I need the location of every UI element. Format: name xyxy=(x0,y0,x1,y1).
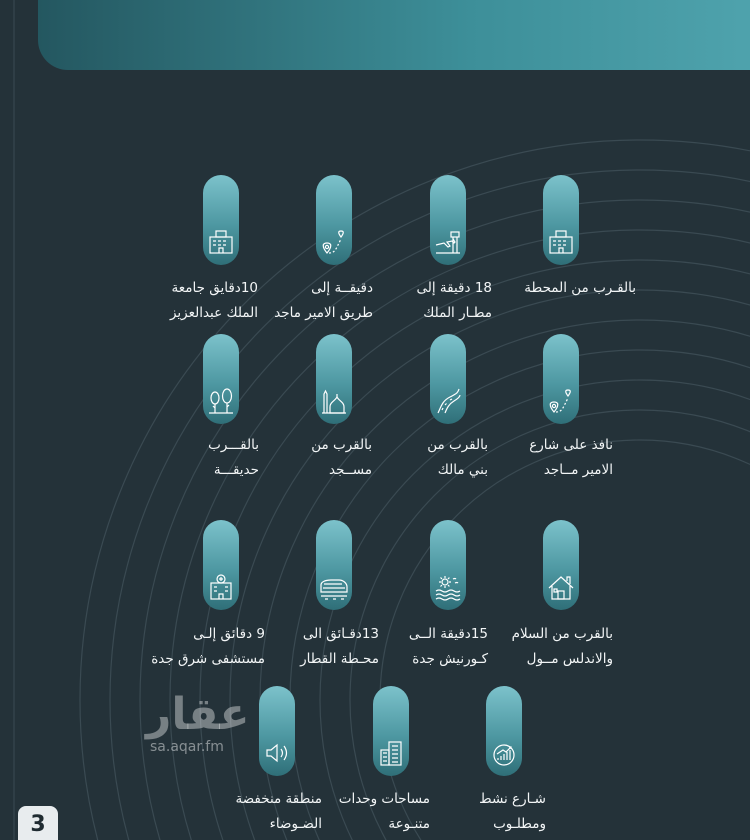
feature-street-text: نافذ على شارع الامير مــاجد xyxy=(529,437,613,478)
sea-icon xyxy=(430,520,466,610)
station-icon xyxy=(543,175,579,265)
street-route-icon xyxy=(543,334,579,424)
feature-bani-malik-text: بالقرب من بني مالك xyxy=(427,437,488,478)
feature-park-text: بالقـــرب حديقـــة xyxy=(208,437,259,478)
feature-station-text: بالقـرب من المحطة xyxy=(524,280,636,296)
page-number: 3 xyxy=(18,806,58,840)
route-icon xyxy=(316,175,352,265)
mosque-icon xyxy=(316,334,352,424)
hospital-icon xyxy=(203,520,239,610)
feature-road-text: دقيقــة إلى طريق الامير ماجد xyxy=(274,280,373,321)
top-banner xyxy=(38,0,750,70)
house-icon xyxy=(543,520,579,610)
university-icon xyxy=(203,175,239,265)
feature-units-text: مساحات وحدات متنـوعة xyxy=(338,791,430,832)
feature-hospital-text: 9 دقائق إلـى مستشفى شرق جدة xyxy=(151,626,265,667)
speaker-icon xyxy=(259,686,295,776)
feature-mall-text: بالقرب من السلام والاندلس مــول xyxy=(511,626,613,667)
feature-airport-text: 18 دقيقة إلى مطـار الملك xyxy=(416,280,492,321)
feature-active-street-text: شـارع نشط ومطلـوب xyxy=(479,791,546,832)
feature-university-text: 10دقايق جامعة الملك عبدالعزيز xyxy=(169,280,258,321)
growth-icon xyxy=(486,686,522,776)
tree-icon xyxy=(203,334,239,424)
watermark-domain: sa.aqar.fm xyxy=(150,739,224,755)
feature-quiet-text: منطقة منخفضة الضـوضاء xyxy=(235,791,322,832)
feature-train-text: 13دقـائق الى محـطة القطار xyxy=(300,626,379,667)
airport-icon xyxy=(430,175,466,265)
feature-corniche-text: 15دقيقة الــى كـورنيش جدة xyxy=(408,626,488,667)
feature-mosque-text: بالقرب من مســجد xyxy=(311,437,372,478)
train-icon xyxy=(316,520,352,610)
aqar-watermark xyxy=(146,689,250,755)
road-icon xyxy=(430,334,466,424)
buildings-icon xyxy=(373,686,409,776)
watermark-brand: عقار xyxy=(146,689,250,740)
